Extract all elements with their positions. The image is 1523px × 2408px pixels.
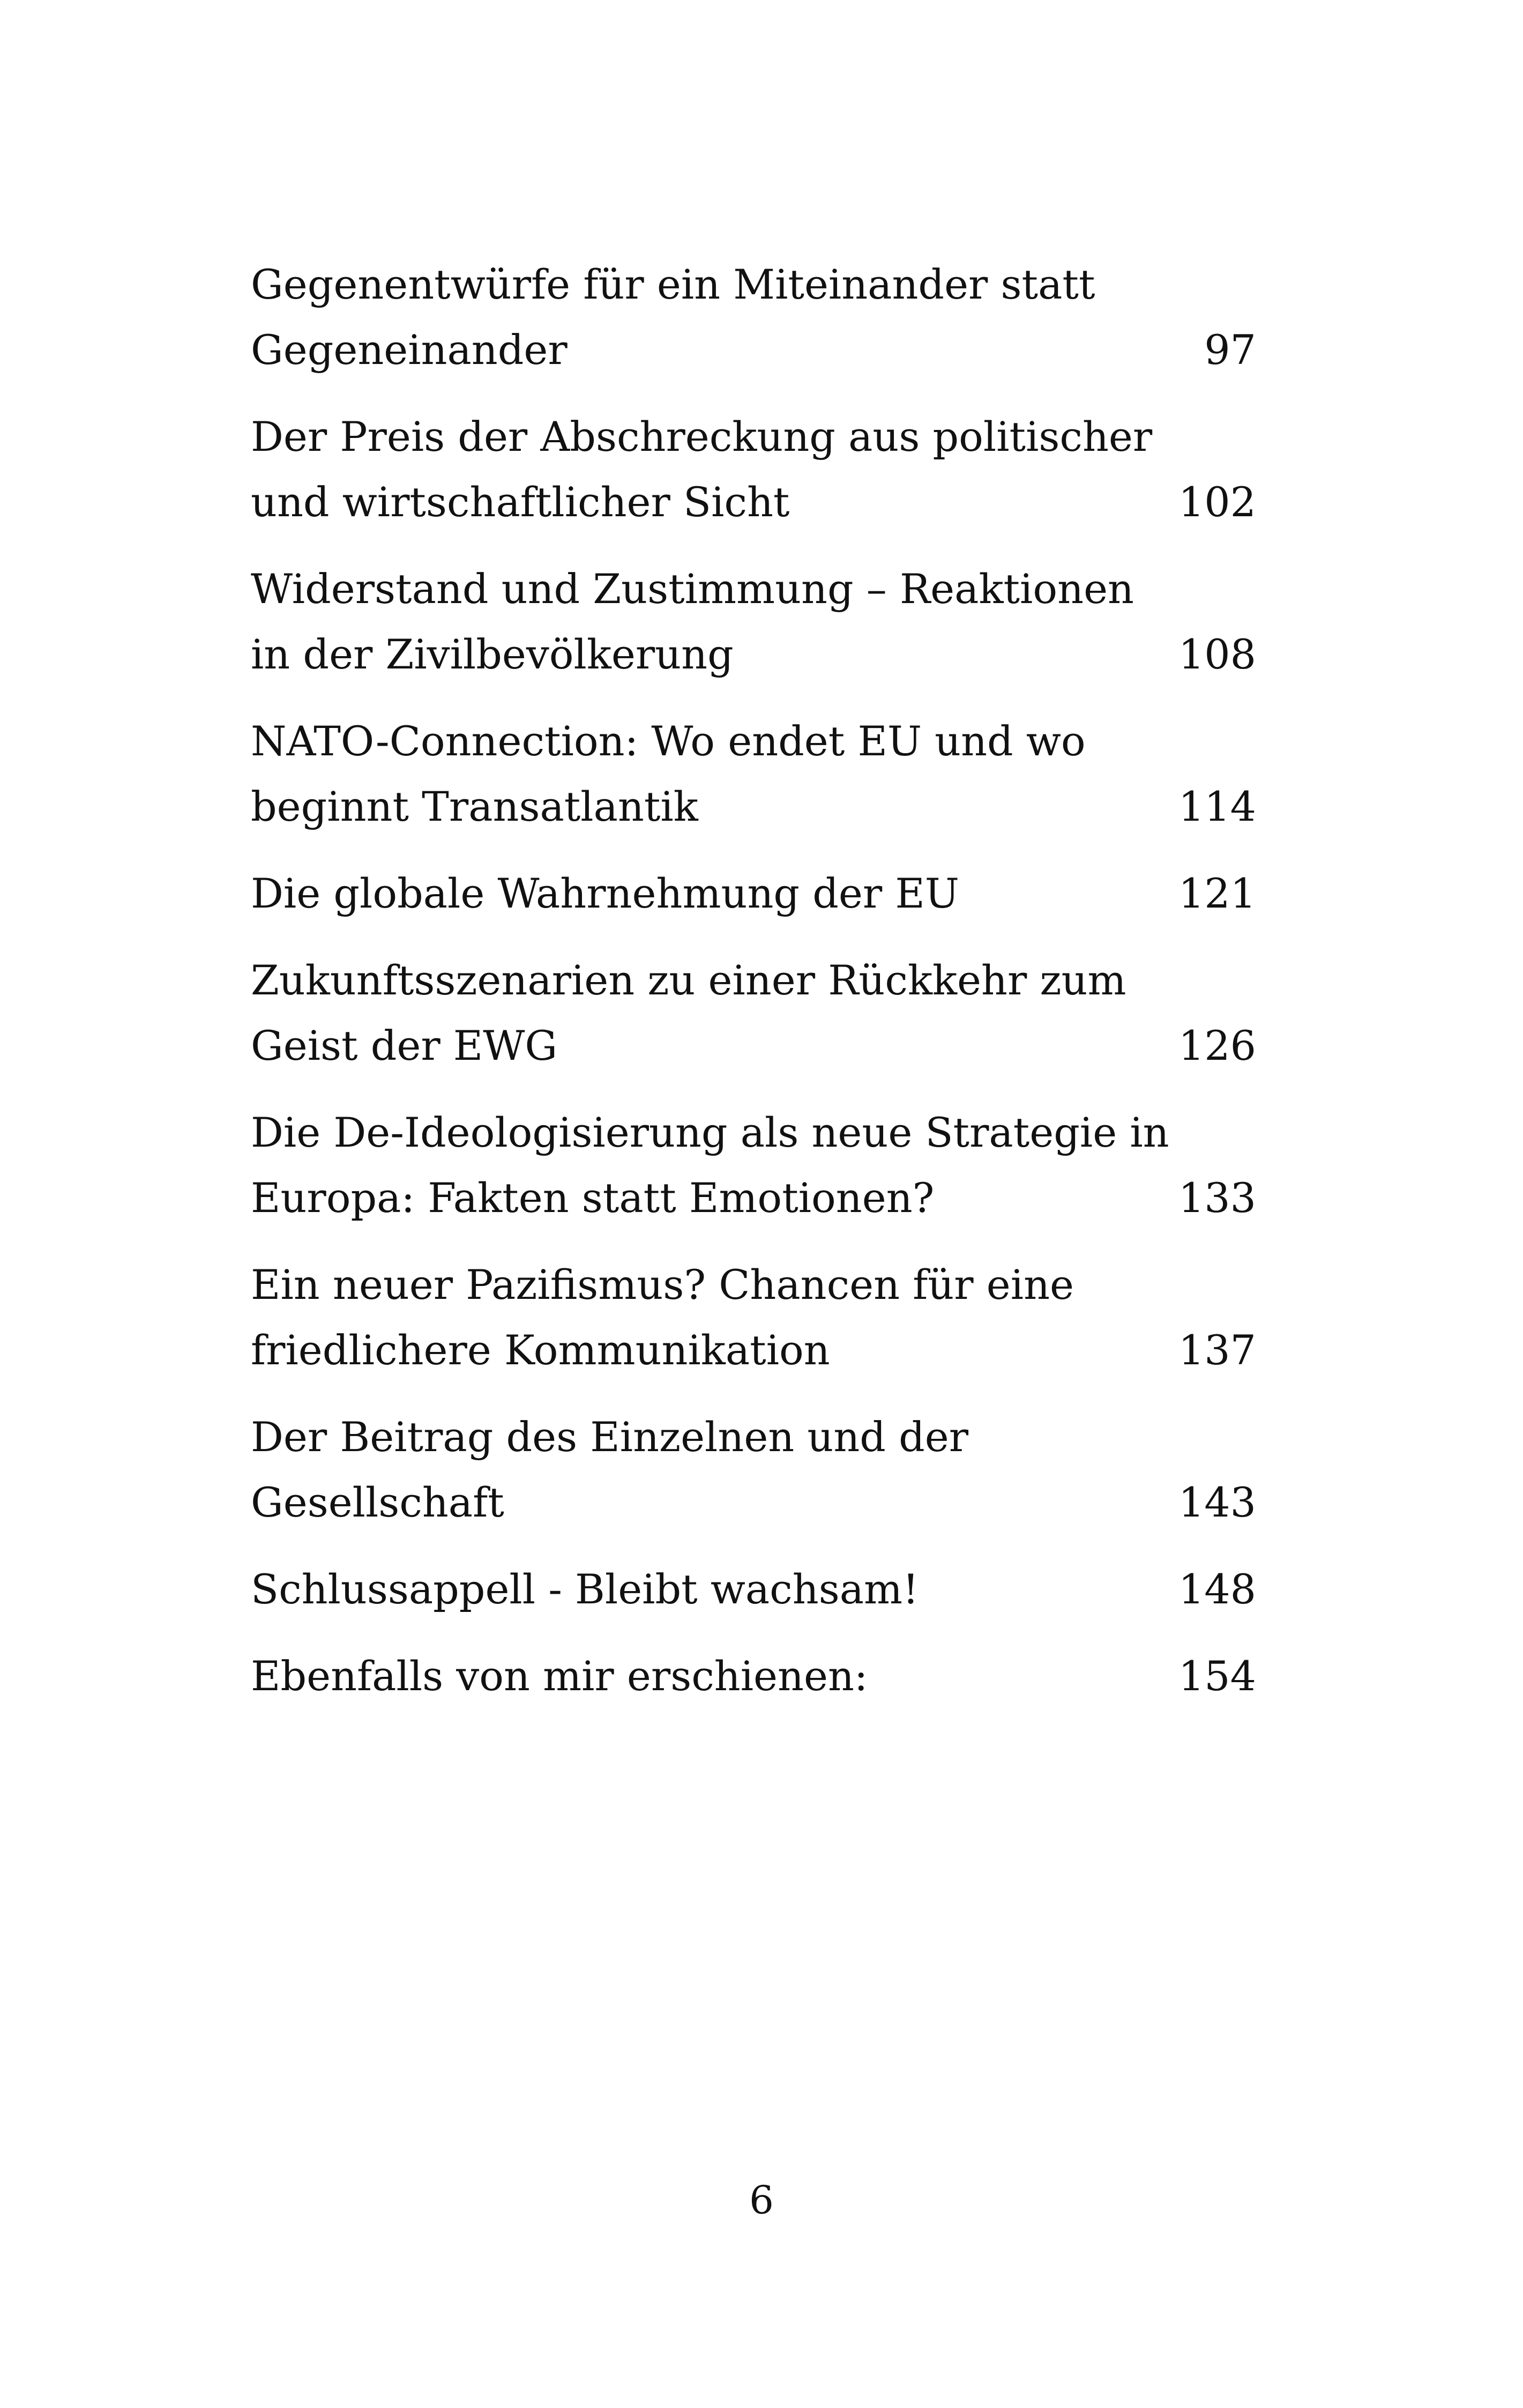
toc-entry-page: 148 [1178, 1565, 1256, 1613]
toc-entry-page: 114 [1178, 783, 1256, 830]
toc-entry-title: Zukunftsszenarien zu einer Rückkehr zum Geist der EWG [251, 956, 1126, 1069]
toc-entry[interactable] [251, 1100, 1256, 1231]
page-number: 6 [749, 2177, 774, 2223]
toc-entry[interactable] [251, 861, 1256, 926]
toc-entry-page: 154 [1178, 1652, 1256, 1700]
toc-entry[interactable] [251, 1557, 1256, 1622]
toc-entry-title: Widerstand und Zustimmung – Reaktionen in der Zivilbevölkerung [251, 565, 1134, 678]
toc-entry[interactable] [251, 1404, 1256, 1535]
toc-entry-page: 102 [1178, 478, 1256, 526]
toc-entry-title: Ein neuer Pazifismus? Chancen für eine friedlichere Kommunikation [251, 1261, 1074, 1374]
toc-entry-title: Die De-Ideologisierung als neue Strategie in Europa: Fakten statt Emotionen? [251, 1109, 1169, 1222]
toc-entry-page: 97 [1204, 326, 1256, 374]
toc-entry-page: 121 [1178, 869, 1256, 917]
toc-entry[interactable] [251, 709, 1256, 839]
toc-entry-title: Die globale Wahrnehmung der EU [251, 869, 959, 917]
toc-entry-page: 108 [1178, 630, 1256, 678]
toc-entry-page: 143 [1178, 1478, 1256, 1526]
toc-entry[interactable] [251, 948, 1256, 1079]
toc-entry-title: Ebenfalls von mir erschienen: [251, 1652, 868, 1700]
toc-entry-title: Schlussappell - Bleibt wachsam! [251, 1565, 919, 1613]
toc-entry[interactable] [251, 1252, 1256, 1383]
toc-entry[interactable] [251, 556, 1256, 687]
table-of-contents [251, 252, 1256, 1730]
toc-entry[interactable] [251, 252, 1256, 383]
toc-entry-title: Der Beitrag des Einzelnen und der Gesellschaft [251, 1413, 969, 1526]
toc-entry-page: 126 [1178, 1022, 1256, 1069]
toc-entry-title: Der Preis der Abschreckung aus politischer und wirtschaftlicher Sicht [251, 413, 1153, 526]
toc-entry-page: 133 [1178, 1174, 1256, 1222]
toc-entry-title: Gegenentwürfe für ein Miteinander statt Gegeneinander [251, 261, 1095, 374]
toc-entry[interactable] [251, 404, 1256, 535]
toc-entry-title: NATO-Connection: Wo endet EU und wo beginnt Transatlantik [251, 717, 1086, 830]
toc-entry[interactable] [251, 1644, 1256, 1709]
toc-entry-page: 137 [1178, 1326, 1256, 1374]
